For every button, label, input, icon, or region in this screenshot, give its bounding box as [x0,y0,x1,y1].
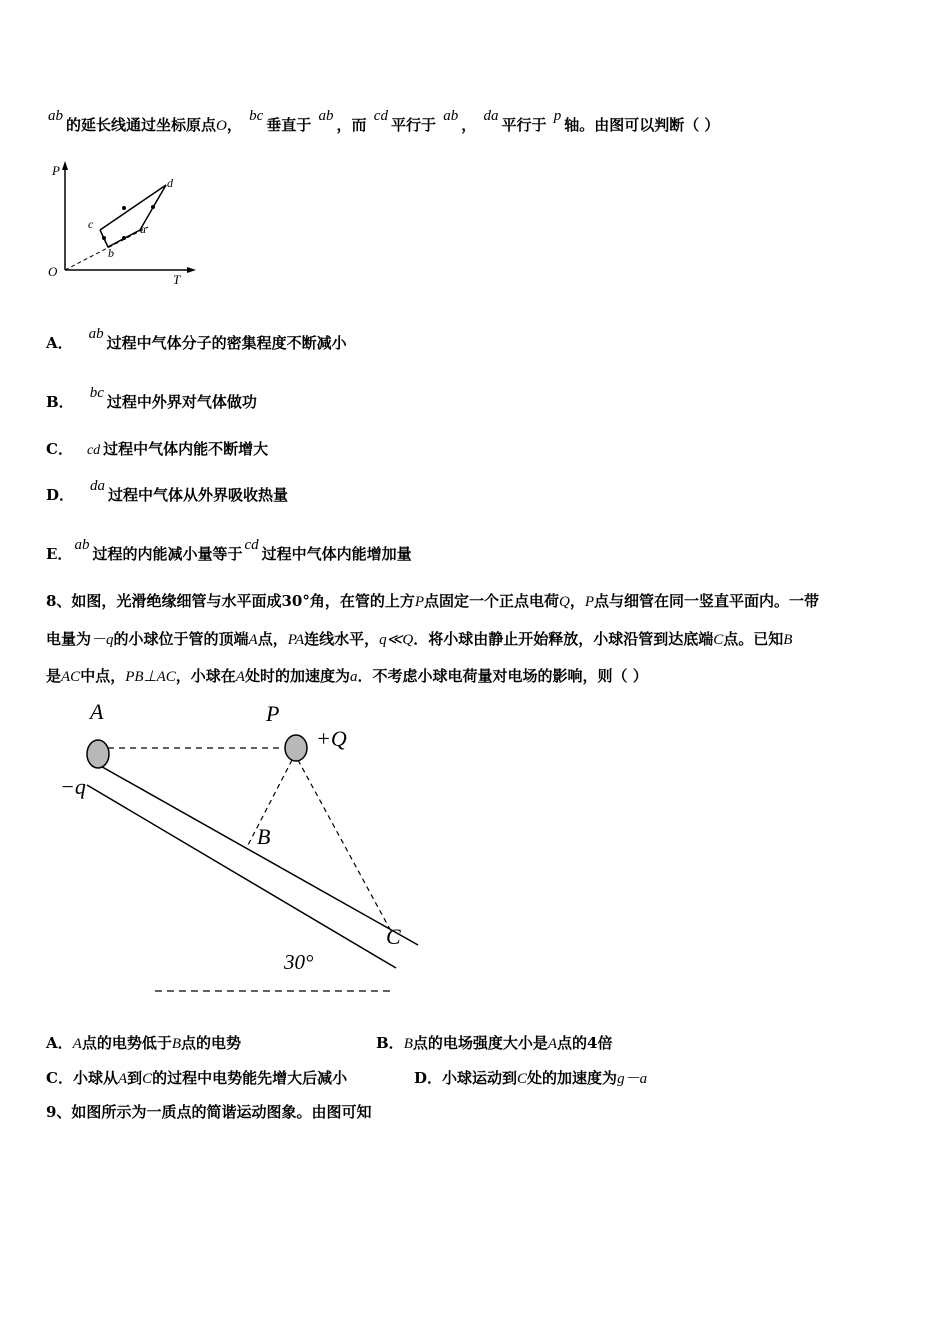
label-origin: O [48,264,58,279]
point-charge-q [285,735,307,761]
label-minus-q: −q [60,774,86,799]
tube-upper-wall [97,764,418,945]
q7-option-d: D． da 过程中气体从外界吸收热量 [46,478,289,504]
q8-stem-line1: 8、如图，光滑绝缘细管与水平面成30°角，在管的上方P点固定一个正点电荷Q，P点与细管在同一竖直平面内。一带 [46,592,820,610]
label-c: c [88,217,94,231]
label-d: d [167,176,173,190]
label-p: P [52,163,60,178]
q9-stem: 9、如图所示为一质点的简谐运动图象。由图可知 [46,1103,372,1121]
q7-option-b: B． bc 过程中外界对气体做功 [46,385,257,411]
q8-option-a: A．A点的电势低于B点的电势 [46,1034,242,1052]
label-b: b [108,246,114,260]
charged-ball-q [87,740,109,768]
label-b: B [257,824,271,849]
arrow-dot-ab [122,236,126,240]
q8-stem-line2: 电量为－q的小球位于管的顶端A点，PA连线水平，q≪Q．将小球由静止开始释放，小球沿管到达底端C点。已知B [46,630,793,648]
label-plus-q: +Q [316,726,347,751]
label-a: a [140,222,146,236]
label-p: P [266,701,280,726]
label-c: C [386,924,401,949]
q8-option-d: D．小球运动到C处的加速度为g－a [414,1069,648,1087]
arrow-dot-cd [122,206,126,210]
q8-option-c: C．小球从A到C的过程中电势能先增大后减小 [46,1069,348,1087]
tube-lower-wall [87,785,396,968]
t-axis-arrow-icon [187,267,196,273]
q7-stem: ab 的延长线通过坐标原点O， bc 垂直于 ab ，而 cd 平行于 ab ， da 平行于 p 轴。由图可以判断（ ） [48,108,720,134]
q7-option-e: E． ab 过程的内能减小量等于 cd 过程中气体内能增加量 [46,537,412,563]
arrow-dot-da [151,205,155,209]
label-angle: 30° [284,950,314,974]
q7-pt-graph [40,155,210,290]
q7-option-a: A． ab 过程中气体分子的密集程度不断减小 [46,326,347,352]
pc-dashed-line [298,760,392,933]
q8-option-b: B．B点的电场强度大小是A点的4倍 [376,1034,613,1052]
p-axis-arrow-icon [62,161,68,170]
q7-option-c: C． cd 过程中气体内能不断增大 [46,440,269,458]
q8-figure [40,695,460,1005]
ab-extension-line [65,227,148,270]
label-a: A [90,699,104,724]
cycle-path [100,185,166,247]
label-t: T [173,272,181,287]
q8-stem-line3: 是AC中点，PB⊥AC，小球在A处时的加速度为a．不考虑小球电荷量对电场的影响，则（ ） [46,667,648,685]
arrow-dot-bc [102,236,106,240]
